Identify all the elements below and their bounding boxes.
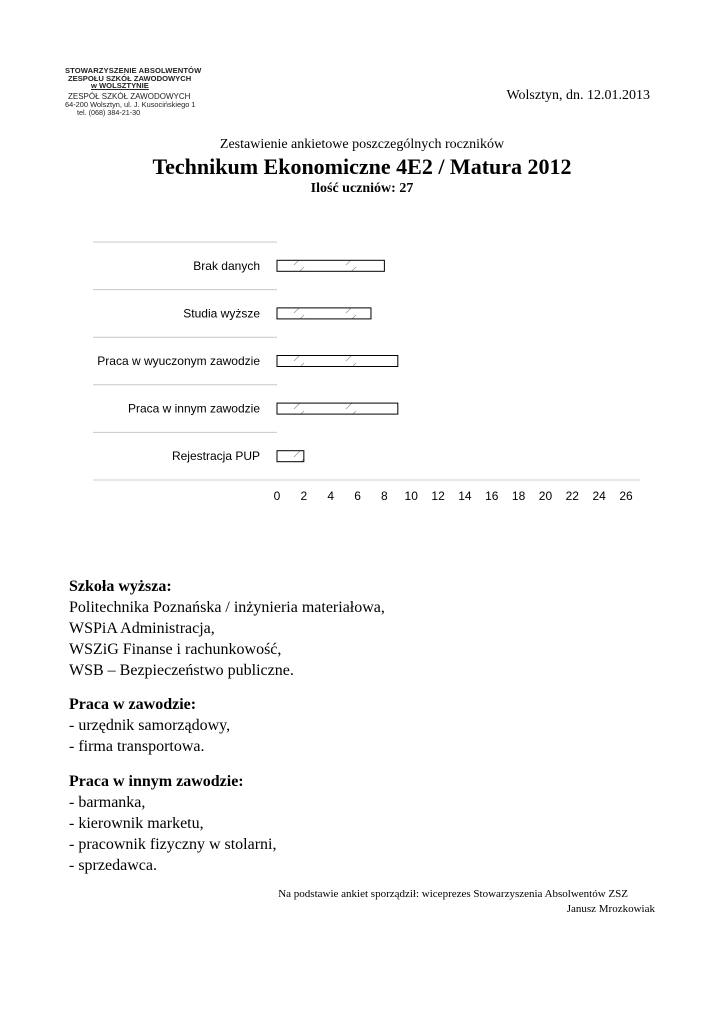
place-date: Wolsztyn, dn. 12.01.2013 [506,88,650,103]
category-label: Studia wyższe [183,306,260,321]
chart-bar [277,403,398,414]
x-tick-label: 20 [538,489,553,503]
list-item: - sprzedawca. [69,857,157,874]
list-item: - pracownik fizyczny w stolarni, [69,836,277,853]
x-tick-label: 6 [354,489,361,503]
stamp-line: ZESPÓŁ SZKÓŁ ZAWODOWYCH [68,92,191,102]
section-heading: Praca w zawodzie: [69,696,197,713]
category-label: Brak danych [193,258,260,273]
chart-bar [277,260,384,271]
section-heading: Szkoła wyższa: [69,578,172,595]
list-item: WSB – Bezpieczeństwo publiczne. [69,662,294,679]
x-tick-label: 14 [458,489,472,503]
x-tick-label: 16 [485,489,499,503]
section-work-in-profession [69,694,230,757]
stamp-line: tel. (068) 384-21-30 [77,107,141,117]
report-subtitle: Zestawienie ankietowe poszczególnych roczników [219,137,505,152]
report-footer [278,887,655,917]
chart-bar [277,451,304,462]
x-tick-label: 22 [565,489,579,503]
student-count: Ilość uczniów: 27 [310,181,414,196]
list-item: - kierownik marketu, [69,815,204,832]
chart-bar [277,308,371,319]
prepared-by-note: Na podstawie ankiet sporządził: wiceprezes Stowarzyszenia Absolwentów ZSZ [278,888,628,900]
stamp-line: w WOLSZTYNIE [91,81,149,91]
list-item: - barmanka, [69,794,146,811]
list-item: - firma transportowa. [69,738,205,755]
x-tick-label: 24 [592,489,606,503]
list-item: - urzędnik samorządowy, [69,717,231,734]
x-tick-label: 12 [431,489,445,503]
section-heading: Praca w innym zawodzie: [69,773,244,790]
graduates-bar-chart [0,230,724,520]
x-tick-label: 10 [404,489,418,503]
category-label: Rejestracja PUP [171,449,260,464]
author-name: Janusz Mrozkowiak [566,903,655,915]
x-tick-label: 18 [511,489,526,503]
list-item: WSZiG Finanse i rachunkowość, [69,641,282,658]
stamp-line: ZESPOŁU SZKÓŁ ZAWODOWYCH [68,73,192,83]
list-item: WSPiA Administracja, [69,620,215,637]
category-label: Praca w innym zawodzie [127,401,260,416]
report-title: Technikum Ekonomiczne 4E2 / Matura 2012 [152,154,572,179]
x-tick-label: 4 [327,489,335,503]
category-label: Praca w wyuczonym zawodzie [97,354,260,368]
x-tick-label: 2 [300,489,308,503]
stamp-line: 64-200 Wolsztyn, ul. J. Kusocińskiego 1 [65,100,196,110]
section-work-other-profession [69,771,276,876]
stamp-line: STOWARZYSZENIE ABSOLWENTÓW [65,66,202,75]
list-item: Politechnika Poznańska / inżynieria materiałowa, [69,599,385,616]
x-tick-label: 26 [619,489,633,503]
chart-bar [277,356,398,367]
section-higher-education [69,576,385,681]
x-tick-label: 0 [273,489,281,503]
association-stamp [65,67,200,133]
x-tick-label: 8 [381,489,388,503]
